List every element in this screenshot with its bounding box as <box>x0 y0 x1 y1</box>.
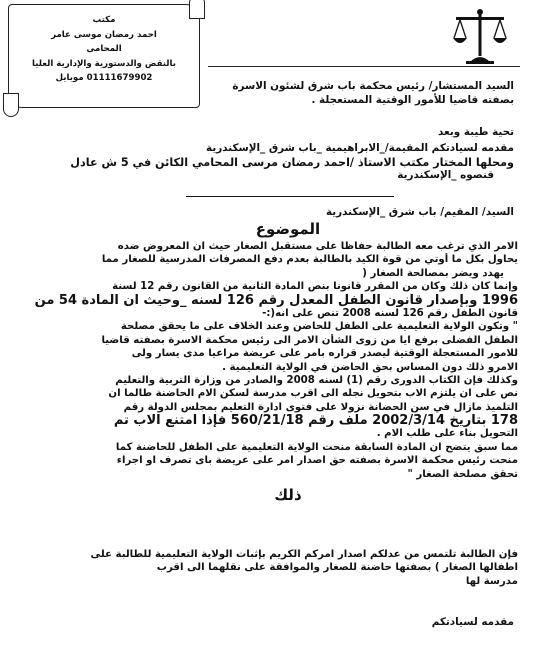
body-line: الطفل الفضلى برفع ايا من زوى الشأن الامر الى رئيس محكمة الاسرة بصفته قاضيا <box>101 334 518 346</box>
body-line: تحقق مصلحة الصغار " <box>407 468 518 480</box>
recipient-line-2: بصفته قاضيا للأمور الوقتية المستعجلة . <box>311 93 514 106</box>
body-line: قانون الطفل رقم 126 لسنه 2008 تنص على انه(:- <box>262 307 518 319</box>
petition-body <box>18 240 518 481</box>
body-line: مما سبق يتضح ان المادة السابقة منحت الولاية التعليمية على الطفل للحاضنة كما <box>115 441 518 453</box>
request-line: فإن الطالبة تلتمس من عدلكم اصدار امركم الكريم بإثبات الولاية التعليمية للطالبة على <box>90 549 518 560</box>
subject-title: الموضوع <box>255 220 321 238</box>
request-line: اطفالها الصغار ) بصفتها حاضنة للصغار والموافقة على نقلهما الى اقرب <box>156 562 518 574</box>
header-divider <box>208 66 520 67</box>
recipient-line-1: السيد المستشار/ رئيس محكمة باب شرق لشئون الاسرة <box>232 80 514 92</box>
body-line: يهدد ويضر بمصالحة الصغار ( <box>362 267 504 279</box>
lawyer-card-lines <box>25 13 183 86</box>
respondent-line: السيد/ المقيم/ باب شرق _الإسكندرية <box>325 206 514 218</box>
submitter-block <box>70 142 514 183</box>
greeting: تحية طيبة وبعد <box>438 126 514 138</box>
submitter-line-1: مقدمه لسيادتكم المقيمة/_الابراهيمية _باب شرق _الإسكندرية <box>206 142 514 154</box>
card-line-title: المحامى <box>86 44 122 55</box>
submitter-line-3: قنصوه _الإسكندرية <box>397 169 494 182</box>
body-line: التلميذ مازال في سن الحضانة نزولا على فتوى ادارة التعليم بمجلس الدولة رقم <box>123 401 518 413</box>
card-line-name: احمد رمضان موسى عامر <box>51 29 157 40</box>
submitter-line-2: ومحلها المختار مكتب الاستاذ /احمد رمضان مرسى المحامي الكائن في 5 ش عادل <box>70 155 514 169</box>
scales-of-justice-icon <box>452 8 508 66</box>
request-block <box>18 548 518 588</box>
card-line-phone: 01111679902 موبايل <box>55 73 153 84</box>
body-line: يحاول بكل ما أوتي من قوة الكيد بالطالبة بعدم دفع المصرفات المدرسية للصغار مما <box>101 254 518 266</box>
card-line-courts: بالنقض والدستورية والإدارية العليا <box>32 58 176 69</box>
recipient-block <box>232 80 514 107</box>
body-line: الامرو ذلك دون المساس بحق الحاضن في الولاية التعليمية . <box>222 361 518 373</box>
closing-title: ذلك <box>274 486 302 504</box>
body-line: نص على ان يلتزم الاب بتحويل نجله الى اقرب مدرسة لسكن الام الحاضنة طالما ان <box>108 388 518 400</box>
body-line: للامور المستعجلة الوقتية ليصدر قراره بامر على عريضة مراعيا مدى يسار ولى <box>131 348 518 360</box>
respondent-name-line <box>186 196 394 197</box>
body-line: " وتكون الولاية التعليمية على الطفل للحاضن وعند الخلاف على ما يحقق مصلحة <box>120 321 518 333</box>
request-line: مدرسة لها <box>465 575 518 587</box>
body-line: وكذلك فإن الكتاب الدورى رقم (1) لسنه 2008 والصادر من وزارة التربية والتعليم <box>115 374 518 386</box>
signoff: مقدمه لسيادتكم <box>431 616 514 628</box>
body-line: منحت رئيس محكمة الاسرة بصفته حق اصدار امر على عريضة باى تصرف او اجراء <box>116 455 518 467</box>
body-line: الامر الذي ترغب معه الطالبة حفاظا على مستقبل الصغار حيث ان المعروض ضده <box>117 241 518 252</box>
card-line-office: مكتب <box>92 15 116 25</box>
body-line: 178 بتاريخ 2002/3/14 ملف رقم 560/21/18 فإذا امتنع الاب تم <box>113 414 518 428</box>
body-line: 1996 وبإصدار قانون الطفل المعدل رقم 126 لسنه _وحيث ان المادة 54 من <box>34 293 518 307</box>
body-line: وإنما كان ذلك وكان من المقرر قانونا بنص المادة الثانية من القانون رقم 12 لسنة <box>112 281 518 293</box>
body-line: التحويل بناء على طلب الام . <box>376 428 518 440</box>
lawyer-card <box>8 4 200 108</box>
